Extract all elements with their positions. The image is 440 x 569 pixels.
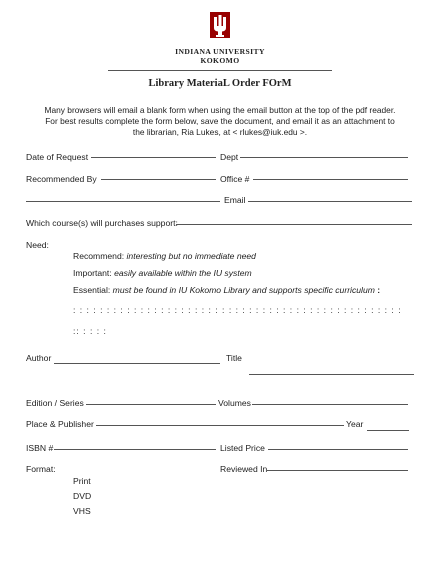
reviewed-in-label: Reviewed In bbox=[220, 464, 268, 474]
university-name: INDIANA UNIVERSITY bbox=[175, 47, 265, 56]
recommended-by-field[interactable] bbox=[101, 179, 216, 180]
author-field[interactable] bbox=[54, 363, 220, 364]
format-option-vhs[interactable]: VHS bbox=[73, 506, 91, 516]
edition-label: Edition / Series bbox=[26, 398, 84, 408]
recommended-by-label: Recommended By bbox=[26, 174, 97, 184]
title-field[interactable] bbox=[249, 374, 414, 375]
iu-trident-logo-icon bbox=[210, 12, 230, 38]
need-label: Need: bbox=[26, 240, 49, 250]
reviewed-in-field[interactable] bbox=[267, 470, 408, 471]
dots-row-1: : : : : : : : : : : : : : : : : : : : : : : : : : : : : : : : : : : : : : : : : : : : : : : : : : bbox=[73, 305, 402, 315]
dept-label: Dept bbox=[220, 152, 239, 162]
year-label: Year bbox=[346, 419, 364, 429]
format-label: Format: bbox=[26, 464, 56, 474]
office-field[interactable] bbox=[253, 179, 408, 180]
year-field[interactable] bbox=[367, 430, 409, 431]
place-publisher-label: Place & Publisher bbox=[26, 419, 94, 429]
header-rule bbox=[108, 70, 332, 71]
isbn-field[interactable] bbox=[54, 449, 216, 450]
dots-row-2: :: : : : : bbox=[73, 326, 107, 336]
email-label: Email bbox=[224, 195, 246, 205]
need-important-option[interactable] bbox=[73, 268, 252, 278]
essential-mark: : bbox=[377, 285, 381, 295]
date-of-request-label: Date of Request bbox=[26, 152, 89, 162]
recommend-label: Recommend: bbox=[73, 251, 125, 261]
listed-price-field[interactable] bbox=[268, 449, 408, 450]
need-essential-option[interactable] bbox=[73, 285, 380, 295]
campus-name: KOKOMO bbox=[200, 56, 240, 65]
dept-field[interactable] bbox=[240, 157, 408, 158]
email-field[interactable] bbox=[248, 201, 412, 202]
important-text: easily available within the IU system bbox=[114, 268, 252, 278]
essential-label: Essential: bbox=[73, 285, 111, 295]
recommend-text: interesting but no immediate need bbox=[126, 251, 256, 261]
office-label: Office # bbox=[220, 174, 250, 184]
title-label: Title bbox=[226, 353, 242, 363]
recommender-name-line[interactable] bbox=[26, 201, 220, 202]
form-title: Library MateriaL Order FOrM bbox=[148, 78, 292, 89]
date-of-request-field[interactable] bbox=[91, 157, 216, 158]
intro-line-3: the librarian, Ria Lukes, at < rlukes@iuk.edu >. bbox=[132, 127, 308, 137]
volumes-field[interactable] bbox=[252, 404, 408, 405]
need-recommend-option[interactable] bbox=[73, 251, 256, 261]
format-option-dvd[interactable]: DVD bbox=[73, 491, 92, 501]
intro-line-2: For best results complete the form below, save the document, and email it as an attachment to bbox=[45, 116, 395, 126]
important-label: Important: bbox=[73, 268, 112, 278]
courses-label: Which course(s) will purchases support: bbox=[26, 218, 178, 228]
volumes-label: Volumes bbox=[218, 398, 251, 408]
courses-field[interactable] bbox=[176, 224, 412, 225]
format-option-print[interactable]: Print bbox=[73, 476, 91, 486]
isbn-label: ISBN # bbox=[26, 443, 54, 453]
essential-text: must be found in IU Kokomo Library and supports specific curriculum bbox=[112, 285, 375, 295]
author-label: Author bbox=[26, 353, 52, 363]
intro-line-1: Many browsers will email a blank form when using the email button at the top of the pdf reader. bbox=[44, 105, 396, 115]
place-publisher-field[interactable] bbox=[96, 425, 344, 426]
edition-field[interactable] bbox=[86, 404, 216, 405]
listed-price-label: Listed Price bbox=[220, 443, 265, 453]
